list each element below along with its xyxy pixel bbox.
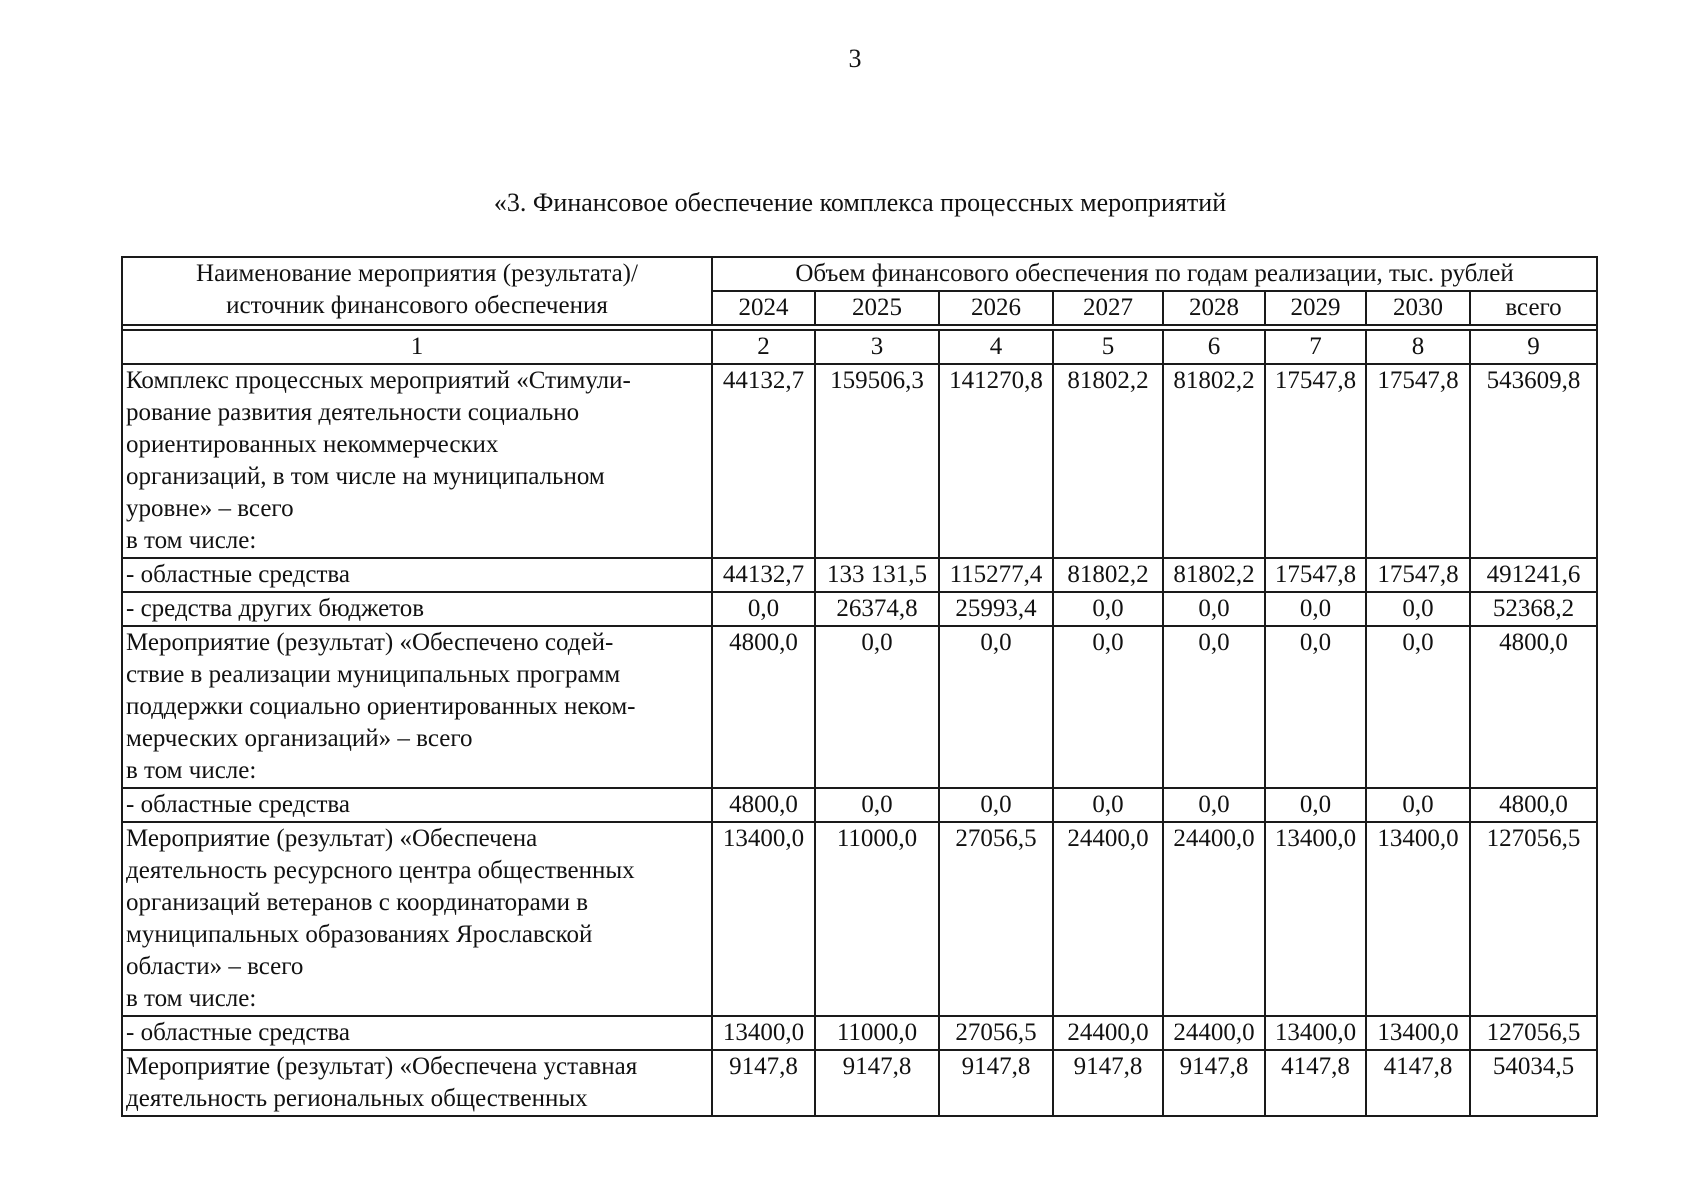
column-number: 9 [1470, 330, 1597, 364]
row-total-value: 543609,8 [1470, 364, 1597, 558]
row-year-value: 4800,0 [712, 788, 815, 822]
row-name-line: Мероприятие (результат) «Обеспечено содей- [126, 629, 614, 656]
row-name-line: муниципальных образованиях Ярославской [126, 921, 593, 948]
row-year-value: 0,0 [939, 626, 1053, 788]
row-year-value: 133 131,5 [815, 558, 939, 592]
row-year-value: 9147,8 [1163, 1050, 1265, 1116]
row-year-value: 4147,8 [1366, 1050, 1470, 1116]
column-number: 7 [1265, 330, 1366, 364]
row-name-line: в том числе: [126, 985, 257, 1012]
row-name-line: деятельность региональных общественных [126, 1085, 588, 1112]
row-year-value: 0,0 [1265, 626, 1366, 788]
year-header-2025: 2025 [815, 291, 939, 325]
row-year-value: 17547,8 [1265, 558, 1366, 592]
row-name-line: - областные средства [126, 791, 350, 818]
row-year-value: 11000,0 [815, 1016, 939, 1050]
row-name-line: в том числе: [126, 527, 257, 554]
row-total-value: 54034,5 [1470, 1050, 1597, 1116]
row-year-value: 17547,8 [1265, 364, 1366, 558]
column-number: 3 [815, 330, 939, 364]
row-year-value: 13400,0 [1366, 1016, 1470, 1050]
table-row [122, 592, 1597, 626]
table-row [122, 788, 1597, 822]
row-year-value: 81802,2 [1053, 558, 1163, 592]
row-total-value: 4800,0 [1470, 626, 1597, 788]
row-name-line: - областные средства [126, 561, 350, 588]
year-header-2027: 2027 [1053, 291, 1163, 325]
row-year-value: 13400,0 [1265, 822, 1366, 1016]
row-year-value: 24400,0 [1163, 1016, 1265, 1050]
row-year-value: 13400,0 [712, 822, 815, 1016]
row-year-value: 0,0 [1366, 592, 1470, 626]
row-year-value: 0,0 [1366, 626, 1470, 788]
column-number: 5 [1053, 330, 1163, 364]
row-total-value: 491241,6 [1470, 558, 1597, 592]
volume-header: Объем финансового обеспечения по годам реализации, тыс. рублей [712, 257, 1597, 291]
year-header-2030: 2030 [1366, 291, 1470, 325]
row-year-value: 0,0 [1366, 788, 1470, 822]
row-name-line: поддержки социально ориентированных неком- [126, 693, 636, 720]
row-name-cell [122, 364, 712, 558]
row-year-value: 9147,8 [815, 1050, 939, 1116]
year-header-2026: 2026 [939, 291, 1053, 325]
row-name-line: Комплекс процессных мероприятий «Стимули- [126, 367, 631, 394]
row-year-value: 27056,5 [939, 822, 1053, 1016]
row-year-value: 0,0 [712, 592, 815, 626]
table-row [122, 364, 1597, 558]
row-total-value: 52368,2 [1470, 592, 1597, 626]
row-name-line: области» – всего [126, 953, 304, 980]
row-name-line: ориентированных некоммерческих [126, 431, 499, 458]
row-year-value: 81802,2 [1163, 364, 1265, 558]
row-name-line: уровне» – всего [126, 495, 294, 522]
row-name-line: - областные средства [126, 1019, 350, 1046]
row-year-value: 0,0 [1053, 592, 1163, 626]
total-header: всего [1470, 291, 1597, 325]
row-year-value: 9147,8 [712, 1050, 815, 1116]
row-name-cell [122, 1050, 712, 1116]
table-row [122, 1050, 1597, 1116]
column-number: 1 [122, 330, 712, 364]
row-name-line: в том числе: [126, 757, 257, 784]
row-year-value: 24400,0 [1163, 822, 1265, 1016]
row-year-value: 0,0 [939, 788, 1053, 822]
name-column-header [122, 257, 712, 325]
table-row [122, 1016, 1597, 1050]
row-name-line: организаций ветеранов с координаторами в [126, 889, 589, 916]
row-total-value: 127056,5 [1470, 822, 1597, 1016]
row-year-value: 9147,8 [1053, 1050, 1163, 1116]
row-year-value: 0,0 [1265, 788, 1366, 822]
row-year-value: 81802,2 [1163, 558, 1265, 592]
section-title: «3. Финансовое обеспечение комплекса процессных мероприятий [493, 188, 1227, 217]
column-number: 2 [712, 330, 815, 364]
year-header-2029: 2029 [1265, 291, 1366, 325]
column-number: 4 [939, 330, 1053, 364]
row-year-value: 44132,7 [712, 364, 815, 558]
row-year-value: 9147,8 [939, 1050, 1053, 1116]
table-row [122, 822, 1597, 1016]
table-row [122, 626, 1597, 788]
row-year-value: 0,0 [1053, 788, 1163, 822]
row-total-value: 4800,0 [1470, 788, 1597, 822]
row-name-line: рование развития деятельности социально [126, 399, 580, 426]
table-row [122, 558, 1597, 592]
column-number-row [122, 330, 1597, 364]
row-name-line: Мероприятие (результат) «Обеспечена [126, 825, 538, 852]
row-year-value: 24400,0 [1053, 822, 1163, 1016]
name-header-line-2: источник финансового обеспечения [226, 292, 608, 319]
row-name-cell [122, 822, 712, 1016]
row-name-line: - средства других бюджетов [126, 595, 425, 622]
row-year-value: 27056,5 [939, 1016, 1053, 1050]
row-year-value: 0,0 [815, 788, 939, 822]
column-number: 6 [1163, 330, 1265, 364]
row-year-value: 24400,0 [1053, 1016, 1163, 1050]
year-header-2028: 2028 [1163, 291, 1265, 325]
row-name-cell [122, 592, 712, 626]
row-year-value: 17547,8 [1366, 364, 1470, 558]
row-year-value: 0,0 [1163, 592, 1265, 626]
row-year-value: 4800,0 [712, 626, 815, 788]
row-name-cell [122, 626, 712, 788]
row-name-line: деятельность ресурсного центра общественных [126, 857, 635, 884]
row-year-value: 0,0 [1163, 788, 1265, 822]
row-name-cell [122, 788, 712, 822]
row-year-value: 0,0 [1163, 626, 1265, 788]
page-number: 3 [848, 44, 862, 73]
row-year-value: 13400,0 [1265, 1016, 1366, 1050]
row-name-line: Мероприятие (результат) «Обеспечена уставная [126, 1053, 638, 1080]
row-year-value: 13400,0 [712, 1016, 815, 1050]
row-year-value: 81802,2 [1053, 364, 1163, 558]
name-header-line-1: Наименование мероприятия (результата)/ [196, 260, 638, 287]
row-name-cell [122, 558, 712, 592]
row-name-line: ствие в реализации муниципальных программ [126, 661, 621, 688]
row-total-value: 127056,5 [1470, 1016, 1597, 1050]
row-name-line: мерческих организаций» – всего [126, 725, 473, 752]
row-year-value: 159506,3 [815, 364, 939, 558]
row-name-cell [122, 1016, 712, 1050]
header-row-1 [122, 257, 1597, 291]
row-year-value: 13400,0 [1366, 822, 1470, 1016]
row-year-value: 0,0 [1265, 592, 1366, 626]
row-year-value: 4147,8 [1265, 1050, 1366, 1116]
row-year-value: 0,0 [1053, 626, 1163, 788]
row-year-value: 115277,4 [939, 558, 1053, 592]
row-year-value: 25993,4 [939, 592, 1053, 626]
row-year-value: 44132,7 [712, 558, 815, 592]
row-name-line: организаций, в том числе на муниципальном [126, 463, 605, 490]
row-year-value: 17547,8 [1366, 558, 1470, 592]
column-number: 8 [1366, 330, 1470, 364]
year-header-2024: 2024 [712, 291, 815, 325]
row-year-value: 0,0 [815, 626, 939, 788]
financial-table [121, 256, 1598, 1117]
row-year-value: 11000,0 [815, 822, 939, 1016]
row-year-value: 141270,8 [939, 364, 1053, 558]
row-year-value: 26374,8 [815, 592, 939, 626]
